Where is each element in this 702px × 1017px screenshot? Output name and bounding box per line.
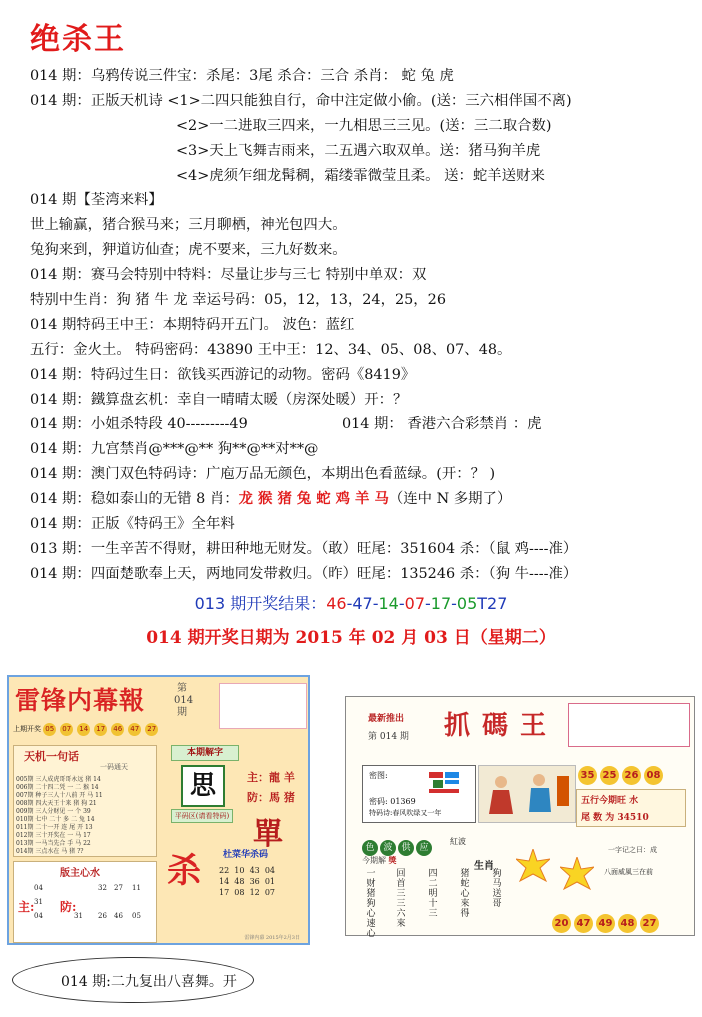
zhuamawang-card xyxy=(345,696,695,939)
result-number: 14 xyxy=(378,594,399,613)
tianji-row: 009期 三人分财见 一 个 39 xyxy=(16,808,91,815)
lucky-ball: 20 xyxy=(552,914,571,933)
code-label: 密码: xyxy=(369,797,388,806)
prev-ball: 17 xyxy=(94,723,107,736)
tianji-row: 008期 四大天王十来 猪 狗 21 xyxy=(16,800,97,807)
shengxiao-label: 生肖 xyxy=(474,861,494,872)
poem-column: 猪蛇心來得 xyxy=(460,869,470,919)
dushi-numbers xyxy=(219,865,275,898)
banzhu-number: 05 xyxy=(132,912,141,920)
banzhu-number: 04 xyxy=(34,884,43,892)
line-8: 兔狗来到，狎道访仙查；虎不要来，三九好数来。 xyxy=(30,242,347,259)
poem-column: 回首三三六來 xyxy=(396,869,406,929)
dushi-number: 08 xyxy=(234,888,245,897)
speech-bubble xyxy=(12,957,254,1003)
banzhu-box xyxy=(13,861,157,943)
prev-ball: 07 xyxy=(60,723,73,736)
wuxing-box xyxy=(576,789,686,827)
line-7: 世上输赢，猪合猴马来；三月聊栖，神光包四大。 xyxy=(30,217,347,234)
tianji-row: 007期 种子三人十八前 开 马 11 xyxy=(16,792,103,799)
burst-star-icon xyxy=(516,849,550,883)
wuxing-text: 五行今期旺 水 xyxy=(581,796,639,806)
tianji-title: 天机一句话 xyxy=(24,750,79,763)
lucky-ball: 49 xyxy=(596,914,615,933)
line-19: 014 期：正版《特码王》全年料 xyxy=(30,516,235,533)
dushi-number: 01 xyxy=(264,877,276,886)
yizi-text: 一字记之曰：成 xyxy=(608,846,657,854)
line-13: 014 期：特码过生日：欲钱买西游记的动物。密码《8419》 xyxy=(30,366,416,383)
prev-ball: 05 xyxy=(43,723,56,736)
draw-result: 013 期开奖结果：46-47-14-07-17-05T27 xyxy=(194,594,508,613)
mima-panel xyxy=(362,765,476,823)
leifeng-card xyxy=(7,675,310,945)
leifeng-issue: 第014期 xyxy=(174,683,194,718)
line-11: 014 期特码王中王：本期特码开五门。 波色：蓝红 xyxy=(30,316,355,333)
banzhu-number: 27 xyxy=(114,884,123,892)
result-number: 05 xyxy=(456,594,478,613)
line-18 xyxy=(30,487,690,512)
bubble-text: 014 期:二九复出八喜舞。开 xyxy=(61,974,237,990)
sebo-char: 供 xyxy=(398,840,414,856)
sebo-char: 应 xyxy=(416,840,432,856)
banzhu-number: 26 xyxy=(98,912,107,920)
lucky-ball: 47 xyxy=(574,914,593,933)
tianji-box xyxy=(13,745,157,857)
lucky-ball: 35 xyxy=(578,766,597,785)
jinjie-char: 獎 xyxy=(388,855,397,865)
line-12: 五行：金火土。 特码密码：43890 王中王：12、34、05、08、07、48。 xyxy=(30,341,512,358)
jiezi-title: 本期解字 xyxy=(171,745,239,761)
poem-column: 四二明十三 xyxy=(428,869,438,919)
result-label: 013 期开奖结果： xyxy=(194,594,327,613)
dushi-number: 14 xyxy=(219,877,230,886)
defend-zodiac: 防：馬 猪 xyxy=(247,791,295,804)
lucky-ball: 25 xyxy=(600,766,619,785)
line-1: 014 期：乌鸦传说三件宝：杀尾：3尾 杀合：三合 杀肖： 蛇 兔 虎 xyxy=(30,68,454,84)
line-5: <4>虎须乍细龙髯稠，霜缕霏微莹且柔。 送：蛇羊送财来 xyxy=(176,167,545,184)
sha-char: 杀 xyxy=(167,851,201,891)
sebo-char: 色 xyxy=(362,840,378,856)
result-number: 46 xyxy=(326,594,347,613)
result-number: 47 xyxy=(352,594,373,613)
prev-label: 上期开奖 xyxy=(13,725,41,733)
poem-column: 狗马送哥 xyxy=(492,869,502,909)
line-21: 014 期：四面楚歌奉上天，两地同发带救归。（昨）旺尾：135246 杀：（狗 牛----准） xyxy=(30,565,578,582)
tianji-subtitle: 一码通天 xyxy=(100,763,128,771)
lucky-ball: 26 xyxy=(622,766,641,785)
scene-illustration xyxy=(478,765,576,823)
poem-row xyxy=(369,808,441,818)
prev-ball: 14 xyxy=(77,723,90,736)
pingma-label: 平码区(请看特码) xyxy=(171,809,233,823)
prev-ball: 47 xyxy=(128,723,141,736)
zmw-blank-box xyxy=(568,703,690,747)
main-zodiac: 主：龍 羊 xyxy=(247,771,295,784)
leifeng-prev-draw xyxy=(13,721,173,737)
figures-illustration xyxy=(479,766,575,822)
result-number: 07 xyxy=(404,594,425,613)
dushi-title: 杜菜华杀码 xyxy=(223,850,269,860)
leifeng-blank-box xyxy=(219,683,307,729)
leifeng-footer: 雷锋内幕 2015年2月3日 xyxy=(244,935,300,941)
zmw-issue: 第 014 期 xyxy=(368,732,409,742)
leifeng-title: 雷锋内幕報 xyxy=(15,686,146,715)
lucky-ball: 27 xyxy=(640,914,659,933)
banzhu-title: 版主心水 xyxy=(60,868,100,879)
prediction-list xyxy=(30,64,690,587)
poem-label: 特码诗: xyxy=(369,809,393,817)
mima-logo-icon xyxy=(429,772,463,794)
banzhu-defend: 防: xyxy=(60,900,77,914)
zmw-title: 抓碼王 xyxy=(444,711,559,741)
jiezi-char: 思 xyxy=(181,765,225,807)
code-value: 01369 xyxy=(390,797,416,806)
dushi-number: 07 xyxy=(264,888,276,897)
top-balls xyxy=(578,763,666,785)
dushi-number: 22 xyxy=(219,866,230,875)
line-20: 013 期：一生辛苦不得财，耕田种地无财发。（敢）旺尾：351604 杀：（鼠 鸡----准） xyxy=(30,540,578,557)
prev-ball: 46 xyxy=(111,723,124,736)
banzhu-number: 46 xyxy=(114,912,123,920)
line-17: 014 期：澳门双色特码诗：广庖万品无颜色，本期出色看蓝绿。(开：？ ) xyxy=(30,466,496,483)
dushi-number: 04 xyxy=(264,866,276,875)
tianji-row: 014期 三点水在 马 猪 ?? xyxy=(16,848,84,855)
code-row xyxy=(369,796,416,807)
sebo-char: 波 xyxy=(380,840,396,856)
line-18-zodiacs: 龙 猴 猪 兔 蛇 鸡 羊 马 xyxy=(238,490,389,508)
tianji-row: 005期 三人成虎哥哥永远 猪 14 xyxy=(16,776,101,783)
dushi-number: 36 xyxy=(249,877,260,886)
dushi-number: 12 xyxy=(249,888,260,897)
dan-char: 單 xyxy=(253,817,283,852)
prev-ball: 27 xyxy=(145,723,158,736)
line-15 xyxy=(30,412,690,437)
jinjie-label: 今期解 xyxy=(362,856,386,865)
tianji-row: 012期 三十开奖在 一 马 17 xyxy=(16,832,91,839)
line-15-left: 014 期：小姐杀特段 40---------49 xyxy=(30,416,248,433)
line-9: 014 期：赛马会特别中特料：尽量让步与三七 特别中单双：双 xyxy=(30,267,427,284)
line-14: 014 期：鐵算盘玄机：幸自一晴晴太暖（房深处暖）开：？ xyxy=(30,391,408,408)
zmw-tag: 最新推出 xyxy=(368,714,405,724)
banzhu-number: 32 xyxy=(98,884,107,892)
result-special: T27 xyxy=(477,594,508,613)
hongbo-label: 紅波 xyxy=(450,837,466,846)
banzhu-number: 04 xyxy=(34,912,43,920)
weishu-text: 尾 数 为 34510 xyxy=(581,813,649,823)
poem-text: 春风吹绿又一年 xyxy=(392,809,442,817)
bottom-balls xyxy=(552,911,662,933)
line-4: <3>天上飞舞吉雨来，二五遇六取双单。送：猪马狗羊虎 xyxy=(176,142,541,159)
jiezi-area xyxy=(161,745,309,941)
sebo-row xyxy=(362,835,434,856)
dushi-number: 17 xyxy=(219,888,230,897)
banzhu-number: 11 xyxy=(132,884,141,892)
draw-date: 014 期开奖日期为 2015 年 02 月 03 日（星期二） xyxy=(146,628,556,648)
banzhu-number: 31 xyxy=(74,912,83,920)
mima-label: 密图: xyxy=(369,771,388,780)
banzhu-main: 主: xyxy=(18,900,35,914)
line-18-suffix: （连中 N 多期了） xyxy=(388,491,512,508)
lucky-ball: 08 xyxy=(644,766,663,785)
line-10: 特别中生肖：狗 猪 牛 龙 幸运号码：05，12，13，24，25，26 xyxy=(30,292,446,309)
line-2: 014 期：正版天机诗 <1>二四只能独自行，命中注定做小偷。(送：三六相伴国不离) xyxy=(30,92,572,109)
poem-column: 一财猪狗心速心 xyxy=(366,869,376,939)
tianji-row: 011期 二十一开 连 尾 开 13 xyxy=(16,824,93,831)
dushi-number: 10 xyxy=(234,866,245,875)
line-6: 014 期【荃湾来料】 xyxy=(30,192,163,209)
tianji-row: 013期 一马当先合 手 马 22 xyxy=(16,840,91,847)
dushi-number: 48 xyxy=(234,877,245,886)
result-number: 17 xyxy=(430,594,452,613)
tianji-row: 010期 七中 二十 多 二 兔 14 xyxy=(16,816,95,823)
line-16: 014 期：九宫禁肖@***@** 狗**@**对**@ xyxy=(30,441,319,458)
lucky-ball: 48 xyxy=(618,914,637,933)
line-18-prefix: 014 期：稳如泰山的无错 8 肖： xyxy=(30,491,239,508)
tianji-row: 006期 二十四二凭 一 二 猴 14 xyxy=(16,784,99,791)
dushi-number: 43 xyxy=(249,866,260,875)
burst-star-icon xyxy=(560,857,594,891)
jinjie-row xyxy=(362,855,397,866)
line-15-right: 014 期： 香港六合彩禁肖 ：虎 xyxy=(342,416,542,433)
banzhu-number: 31 xyxy=(34,898,43,906)
page-title: 绝杀王 xyxy=(30,22,126,57)
bafang-text: 八面威風三在前 xyxy=(604,868,653,876)
line-3: <2>一二进取三四来，一九相思三三见。(送：三二取合数) xyxy=(176,117,552,134)
